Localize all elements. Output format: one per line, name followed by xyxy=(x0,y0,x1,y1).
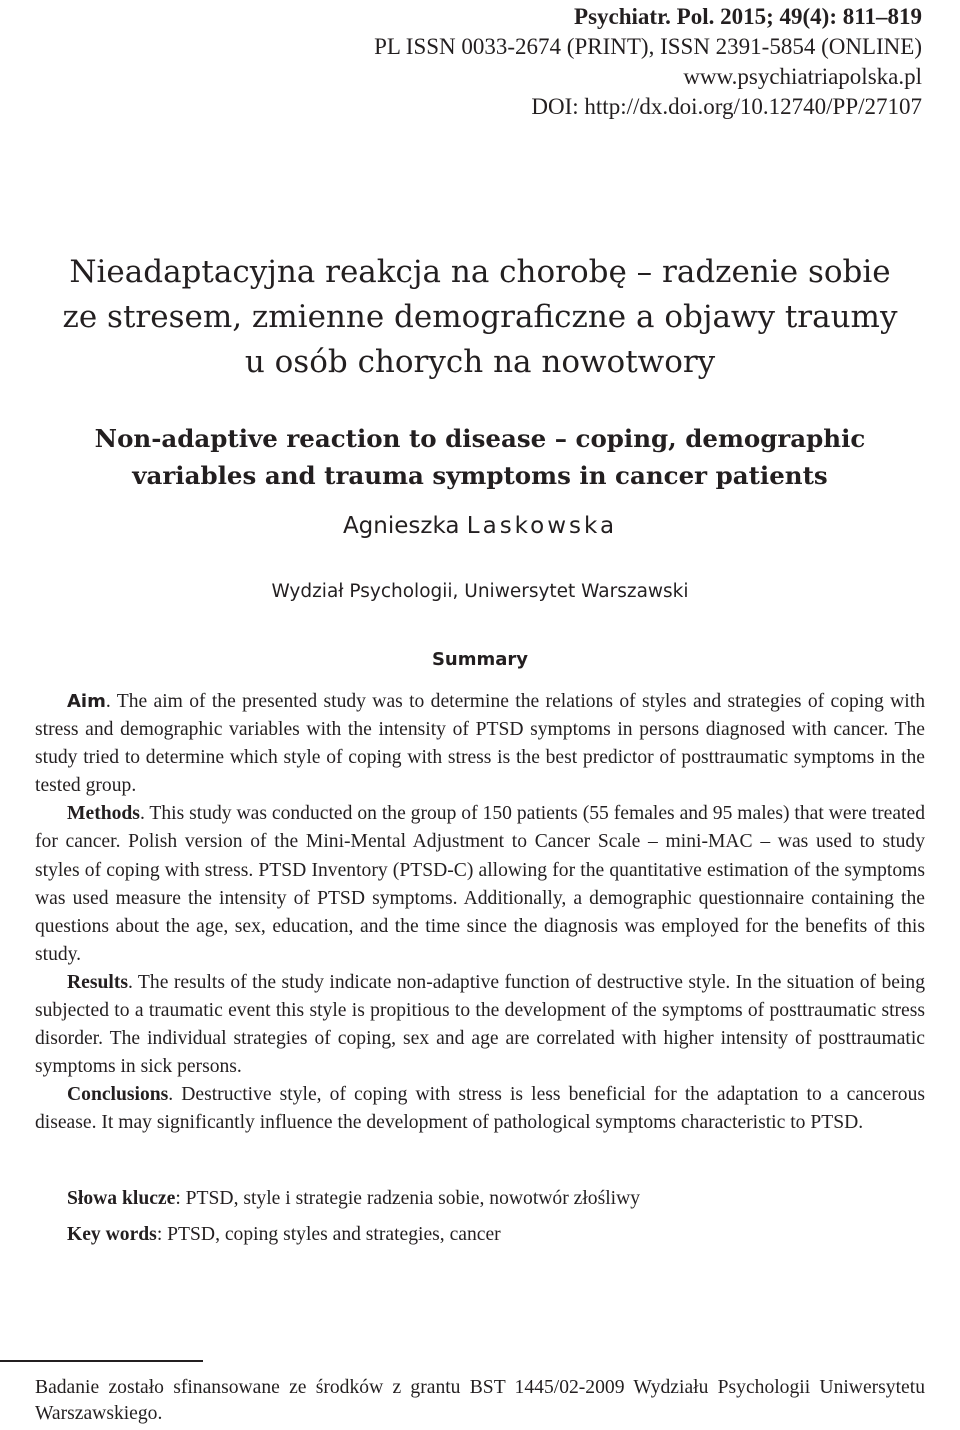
journal-citation: Psychiatr. Pol. 2015; 49(4): 811–819 xyxy=(574,4,922,29)
author-first-name: Agnieszka xyxy=(342,513,460,539)
abstract-aim xyxy=(35,688,925,800)
keywords-polish-label: Słowa klucze xyxy=(67,1188,176,1209)
aim-text: . The aim of the presented study was to determine the relations of styles and strategies of coping with stress and demographic variables with the intensity of PTSD symptoms in persons diagnosed with cancer. The study tried to determine which style of coping with stress is the best predictor of posttraumatic symptoms in the tested group. xyxy=(35,691,925,797)
issn-line: PL ISSN 0033-2674 (PRINT), ISSN 2391-5854 (ONLINE) xyxy=(374,34,922,59)
author-surname: Laskowska xyxy=(466,513,618,539)
title-english-line: Non-adaptive reaction to disease – coping, demographic xyxy=(94,424,866,453)
abstract-conclusions xyxy=(35,1081,925,1137)
doi-line: DOI: http://dx.doi.org/10.12740/PP/27107 xyxy=(531,94,922,119)
keywords-english-label: Key words xyxy=(67,1224,157,1245)
title-polish xyxy=(0,250,960,385)
title-english xyxy=(0,420,960,494)
methods-text: . This study was conducted on the group of 150 patients (55 females and 95 males) that were treated for cancer. Polish version of the Mini-Mental Adjustment to Cancer Scale – mini-MAC – was used to study styles of coping with stress. PTSD Inventory (PTSD-C) allowing for the quantitative estimation of the symptoms was used measure the intensity of PTSD symptoms. Additionally, a demographic questionnaire containing the questions about the age, sex, education, and the time since the diagnosis was employed for the benefits of this study. xyxy=(35,803,925,965)
title-polish-line: ze stresem, zmienne demograficzne a objawy traumy xyxy=(62,299,898,335)
keywords-polish-text: : PTSD, style i strategie radzenia sobie, nowotwór złośliwy xyxy=(175,1188,641,1209)
conclusions-label: Conclusions xyxy=(67,1084,169,1106)
methods-label: Methods xyxy=(67,803,140,825)
abstract-results xyxy=(35,969,925,1081)
keywords-english xyxy=(67,1221,501,1249)
affiliation: Wydział Psychologii, Uniwersytet Warszawski xyxy=(271,581,689,602)
abstract-methods xyxy=(35,800,925,969)
abstract xyxy=(35,688,925,1138)
results-text: . The results of the study indicate non-adaptive function of destructive style. In the situation of being subjected to a traumatic event this style is propitious to the development of the symptoms of posttraumatic stress disorder. The individual strategies of coping, sex and age are correlated with higher intensity of posttraumatic symptoms in sick persons. xyxy=(35,971,925,1078)
conclusions-text: . Destructive style, of coping with stress is less beneficial for the adaptation to a cancerous disease. It may significantly influence the development of pathological symptoms characteristic to PTSD. xyxy=(35,1084,925,1134)
journal-website: www.psychiatriapolska.pl xyxy=(683,64,922,89)
title-english-line: variables and trauma symptoms in cancer patients xyxy=(132,461,828,490)
results-label: Results xyxy=(67,971,128,993)
summary-heading: Summary xyxy=(431,649,529,670)
title-polish-line: Nieadaptacyjna reakcja na chorobę – radzenie sobie xyxy=(69,254,891,290)
footnote-divider xyxy=(0,1360,203,1362)
aim-label: Aim xyxy=(67,691,106,712)
journal-header xyxy=(374,2,922,122)
keywords-polish xyxy=(67,1185,640,1213)
author xyxy=(0,508,960,544)
keywords-english-text: : PTSD, coping styles and strategies, cancer xyxy=(156,1224,501,1245)
title-polish-line: u osób chorych na nowotwory xyxy=(244,344,716,380)
funding-footnote: Badanie zostało sfinansowane ze środków z grantu BST 1445/02-2009 Wydziału Psychologii Uniwersytetu Warszawskiego. xyxy=(35,1377,925,1424)
